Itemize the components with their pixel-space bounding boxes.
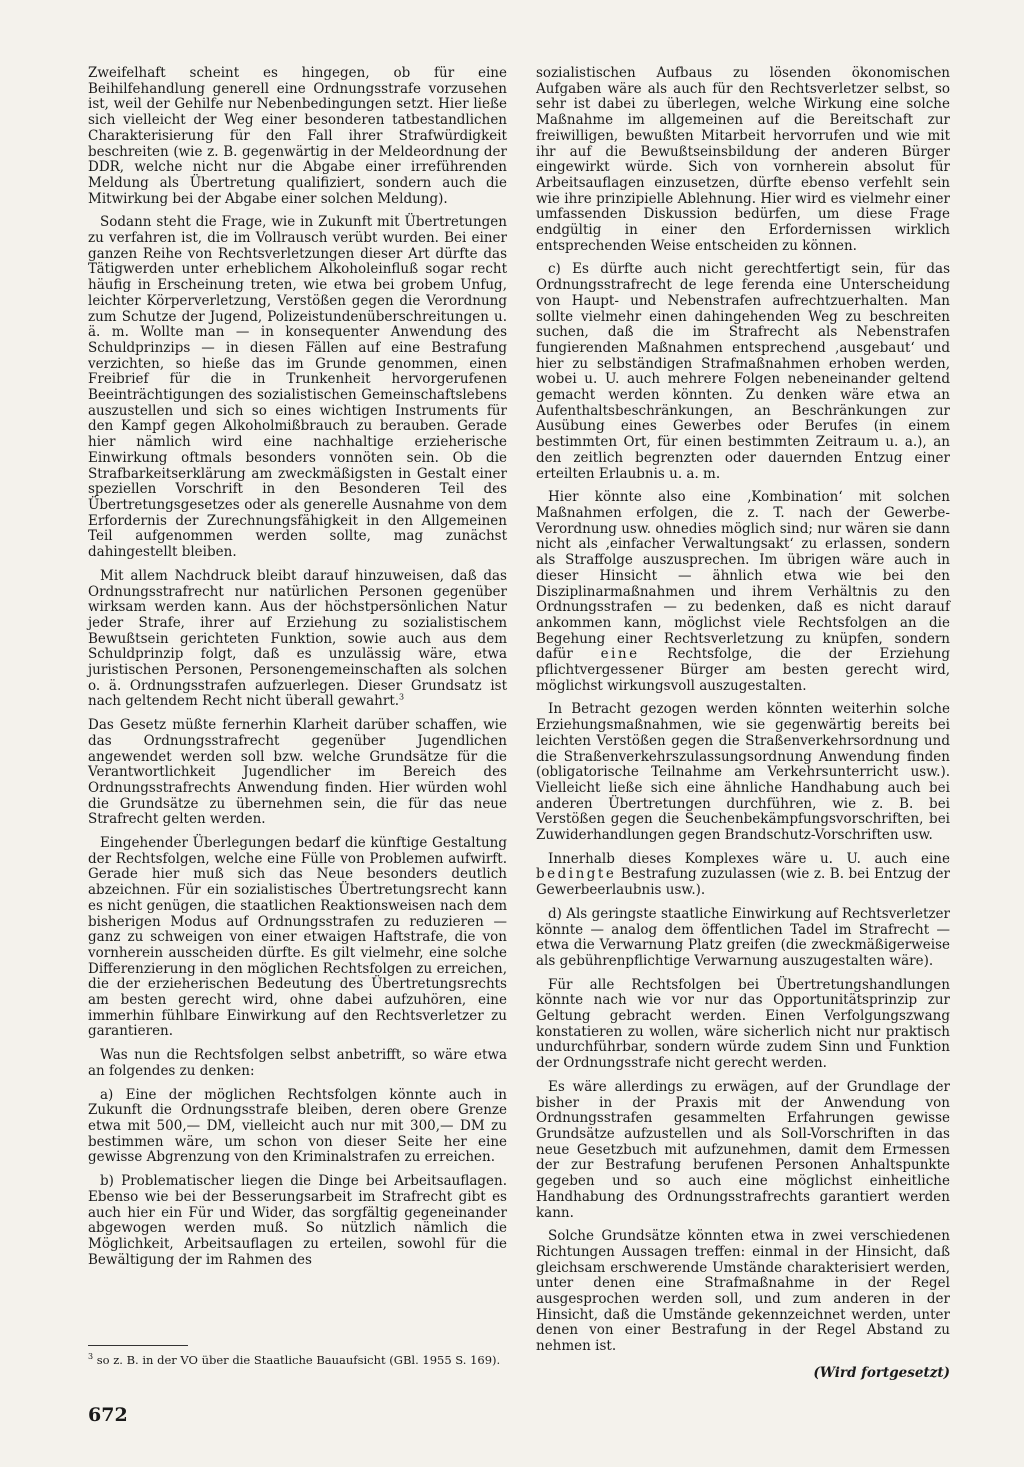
footnote-text: so z. B. in der VO über die Staatliche Bauaufsicht (GBl. 1955 S. 169). [96,1353,501,1367]
page-number: 672 [88,1404,128,1426]
left-column [88,66,507,1276]
footnote-number: 3 [88,1352,94,1362]
paragraph [88,569,507,710]
paragraph: Eingehender Überlegungen bedarf die künftige Gestaltung der Rechtsfolgen, welche eine Fülle von Problemen aufwirft. Gerade hier muß sich das Neue besonders deutlich abzeichnen. Für ein sozialistisches Übertretungsrecht kann es nicht genügen, die staatlichen Reaktionsweisen nach dem bisherigen Modus auf Ordnungsstrafen zu reduzieren — ganz zu schweigen von einer etwaigen Haftstrafe, die von vornherein ausscheiden dürfte. Es gilt vielmehr, eine solche Differenzierung in den möglichen Rechtsfolgen zu erreichen, die der erzieherischen Bedeutung des Übertretungsrechts am besten gerecht wird, ohne dabei aufzuhören, eine immerhin fühlbare Einwirkung auf den Rechtsverletzer zu garantieren. [88,835,507,1040]
footnote-reference[interactable]: 3 [399,692,405,702]
list-item-b: b) Problematischer liegen die Dinge bei Arbeitsauflagen. Ebenso wie bei der Besserungsarbeit im Strafrecht gibt es auch hier ein Für und Wider, das sorgfältig gegeneinander abgewogen werden muß. So nützlich nämlich die Möglichkeit, Arbeitsauflagen zu erteilen, sowohl für die Bewältigung der im Rahmen des [88,1173,507,1268]
paragraph: Zweifelhaft scheint es hingegen, ob für eine Beihilfehandlung generell eine Ordnungsstrafe vorzusehen ist, weil der Gehilfe nur Nebenbedingungen setzt. Hier ließe sich vielleicht der Weg einer besonderen tatbestandlichen Charakterisierung für den Fall ihrer Strafwürdigkeit beschreiten (wie z. B. gegenwärtig in der Meldeordnung der DDR, welche nicht nur die Abgabe einer irreführenden Meldung als Übertretung qualifiziert, sondern auch die Mitwirkung bei der Abgabe einer solchen Meldung). [88,65,507,207]
paragraph: sozialistischen Aufbaus zu lösenden ökonomischen Aufgaben wäre als auch für den Rechtsverletzer selbst, so sehr ist dabei zu überlegen, welche Wirkung eine solche Maßnahme im allgemeinen auf die Bereitschaft zur freiwilligen, bewußten Mitarbeit hervorrufen und wie mit ihr auf die Bewußtseinsbildung der anderen Bürger eingewirkt würde. Sich von vornherein absolut für Arbeitsauflagen einzusetzen, dürfte ebenso verfehlt sein wie ihre prinzipielle Ablehnung. Hier wird es vielmehr einer umfassenden Diskussion bedürfen, um diese Frage endgültig in einer den Erfordernissen wirklich entsprechenden Weise entscheiden zu können. [536,65,950,254]
paragraph: Was nun die Rechtsfolgen selbst anbetrifft, so wäre etwa an folgendes zu denken: [88,1047,507,1079]
paragraph: Es wäre allerdings zu erwägen, auf der Grundlage der bisher in der Praxis mit der Anwendung von Ordnungsstrafen gesammelten Erfahrungen gewisse Grundsätze aufzustellen und als Soll-Vorschriften in das neue Gesetzbuch mit aufzunehmen, damit dem Ermessen der zur Bestrafung berufenen Personen Anhaltspunkte gegeben und so auch eine möglichst einheitliche Handhabung des Ordnungsstrafrechts garantiert werden kann. [536,1078,950,1221]
paragraph-text: Innerhalb dieses Komplexes wäre u. U. auch eine [548,850,950,867]
paragraph-text: Bestrafung zuzulassen (wie z. B. bei Entzug der Gewerbeerlaubnis usw.). [536,866,951,899]
paragraph: Solche Grundsätze könnten etwa in zwei verschiedenen Richtungen Aussagen treffen: einmal in der Hinsicht, daß gleichsam erschwerende Umstände charakterisiert werden, unter denen eine Strafmaßnahme in der Regel ausgesprochen werden soll, und zum anderen in der Hinsicht, daß die Umstände gekennzeichnet werden, unter denen von einer Bestrafung in der Regel Abstand zu nehmen ist. [536,1228,950,1355]
footnote [88,1353,507,1367]
paragraph: Für alle Rechtsfolgen bei Übertretungshandlungen könnte nach wie vor nur das Opportunitätsprinzip zur Geltung gebracht werden. Einen Verfolgungszwang konstatieren zu wollen, wäre sicherlich nicht nur praktisch undurchführbar, sondern würde zudem Sinn und Funktion der Ordnungsstrafe nicht gerecht werden. [536,976,950,1072]
paragraph: In Betracht gezogen werden könnten weiterhin solche Erziehungsmaßnahmen, wie sie gegenwärtig bereits bei leichten Verstößen gegen die Straßenverkehrsordnung und die Straßenverkehrszulassungsordnung Anwendung finden (obligatorische Teilnahme am Verkehrsunterricht usw.). Vielleicht ließe sich eine ähnliche Handhabung auch bei anderen Übertretungen durchführen, wie z. B. bei Verstößen gegen die Seuchenbekämpfungsvorschriften, bei Zuwiderhandlungen gegen Brandschutz-Vorschriften usw. [536,701,950,844]
list-item-a: a) Eine der möglichen Rechtsfolgen könnte auch in Zukunft die Ordnungsstrafe bleiben, deren obere Grenze etwa mit 500,— DM, vielleicht auch nur mit 300,— DM zu bestimmen wäre, um schon von dieser Seite her eine gewisse Abgrenzung von den Kriminalstrafen zu erreichen. [88,1086,507,1166]
footnote-divider [88,1345,188,1346]
paragraph: Sodann steht die Frage, wie in Zukunft mit Übertretungen zu verfahren ist, die im Vollrausch verübt wurden. Bei einer ganzen Reihe von Rechtsverletzungen dieser Art dürfte das Tätigwerden unter erheblichem Alkoholeinfluß sogar recht häufig in Erscheinung treten, wie etwa bei grobem Unfug, leichter Körperverletzung, Verstößen gegen die Verordnung zum Schutze der Jugend, Polizeistundenüberschreitungen u. ä. m. Wollte man — in konsequenter Anwendung des Schuldprinzips — in diesen Fällen auf eine Bestrafung verzichten, so hieße das im Grunde genommen, einen Freibrief für die in Trunkenheit hervorgerufenen Beeinträchtigungen des sozialistischen Gemeinschaftslebens auszustellen und sich so eines wichtigen Instruments für den Kampf gegen Alkoholmißbrauch zu berauben. Gerade hier nämlich wird eine nachhaltige erzieherische Einwirkung oftmals besonders vonnöten sein. Ob die Strafbarkeitserklärung am zweckmäßigsten in Gestalt einer speziellen Vorschrift in den Besonderen Teil des Übertretungsgesetzes oder als generelle Ausnahme von dem Erfordernis der Zurechnungsfähigkeit in den Allgemeinen Teil aufgenommen werden sollte, mag zunächst dahingestellt bleiben. [88,214,507,561]
right-column [536,66,950,1363]
emphasized-word: eine [600,646,640,663]
paragraph-text: Hier könnte also eine ‚Kombination‘ mit solchen Maßnahmen erfolgen, die z. T. nach der Gewerbe-Verordnung usw. ohnedies möglich sind; nur wären sie dann nicht als ‚einfacher Verwaltungsakt‘ zu erlassen, sondern als Straffolge auszusprechen. Im übrigen wäre auch in dieser Hinsicht — ähnlich etwa wie bei den Disziplinarmaßnahmen und ihrem Verhältnis zu den Ordnungsstrafen — zu bedenken, daß es nicht darauf ankommen kann, möglichst viele Rechtsfolgen an die Begehung einer Rechtsverletzung zu knüpfen, sondern dafür [536,489,950,663]
paragraph [536,852,950,899]
continuation-note: (Wird fortgesetzt) [813,1365,950,1381]
list-item-c: c) Es dürfte auch nicht gerechtfertigt sein, für das Ordnungsstrafrecht de lege ferenda eine Unterscheidung von Haupt- und Nebenstrafen aufrechtzuerhalten. Man sollte vielmehr einen dahingehenden Weg zu beschreiten suchen, daß die im Strafrecht als Nebenstrafen fungierenden Maßnahmen entsprechend ‚ausgebaut‘ und hier zu selbständigen Strafmaßnahmen erhoben werden, wobei u. U. auch mehrere Folgen nebeneinander geltend gemacht werden könnten. Zu denken wäre etwa an Aufenthaltsbeschränkungen, an Beschränkungen zur Ausübung eines Gewerbes oder Berufes (in einem bestimmten Ort, für einen bestimmten Zeitraum u. a.), an den zeitlich begrenzten oder dauernden Entzug einer erteilten Erlaubnis u. a. m. [536,261,950,482]
paragraph-text: Rechtsfolge, die der Erziehung pflichtvergessener Bürger am besten gerecht wird, möglichst wirkungsvoll auszugestalten. [536,646,951,694]
paragraph: Das Gesetz müßte fernerhin Klarheit darüber schaffen, wie das Ordnungsstrafrecht gegenüber Jugendlichen angewendet werden soll bzw. welche Grundsätze für die Verantwortlichkeit Jugendlicher im Bereich des Ordnungsstrafrechts Anwendung finden. Hier würden wohl die Grundsätze zu übernehmen sein, die für das neue Strafrecht gelten werden. [88,717,507,828]
paragraph-text: Mit allem Nachdruck bleibt darauf hinzuweisen, daß das Ordnungsstrafrecht nur natürlichen Personen gegenüber wirksam werden kann. Aus der höchstpersönlichen Natur jeder Strafe, ihrer auf Erziehung zu sozialistischem Bewußtsein gerichteten Funktion, sowie auch aus dem Schuldprinzip folgt, daß es unzulässig wäre, etwa juristischen Personen, Personengemeinschaften als solchen o. ä. Ordnungsstrafen aufzuerlegen. Dieser Grundsatz ist nach geltendem Recht nicht überall gewahrt. [88,567,507,710]
emphasized-word: bedingte [536,866,617,883]
list-item-d: d) Als geringste staatliche Einwirkung auf Rechtsverletzer könnte — analog dem öffentlichen Tadel im Strafrecht — etwa die Verwarnung Platz greifen (die zweckmäßigerweise als gebührenpflichtige Verwarnung auszugestalten wäre). [536,905,950,969]
paragraph [536,490,950,694]
